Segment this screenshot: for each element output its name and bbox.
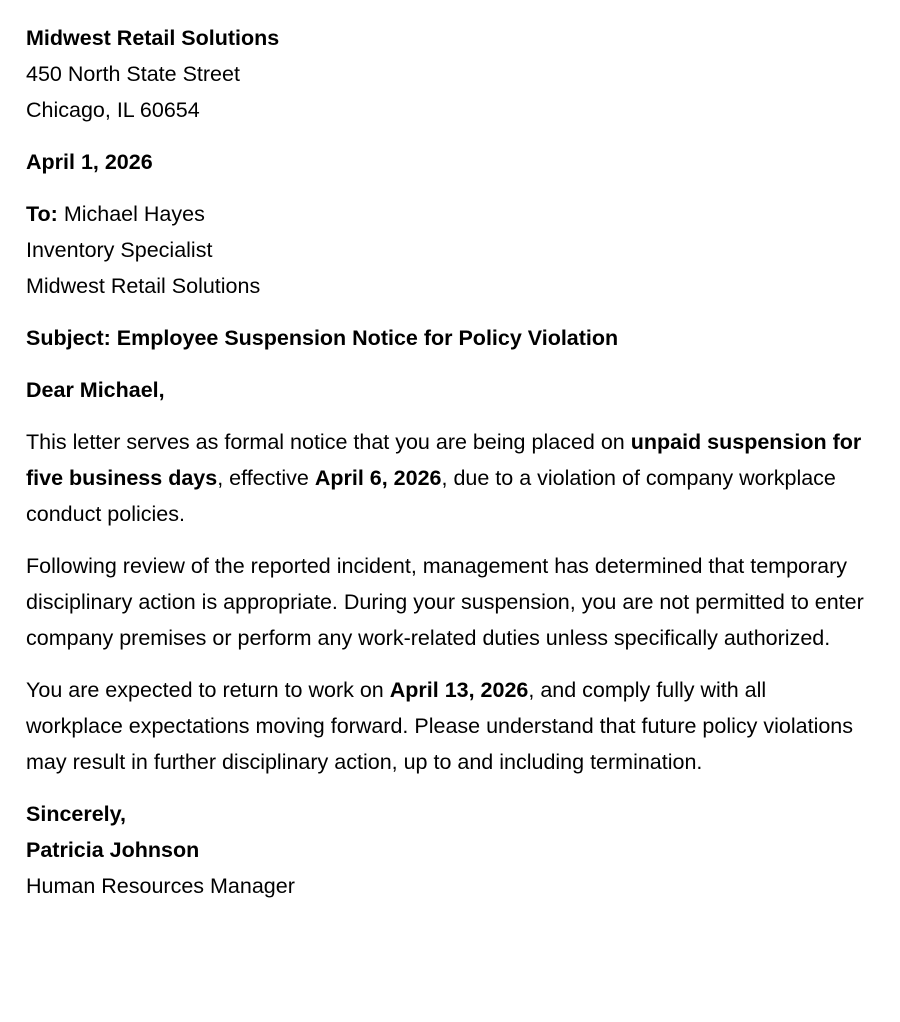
p3-segment-1: You are expected to return to work on — [26, 678, 390, 702]
letter-date-block — [26, 144, 866, 180]
p3-return-date: April 13, 2026 — [389, 678, 529, 702]
recipient-title: Inventory Specialist — [26, 238, 213, 262]
body-paragraph-3 — [26, 672, 866, 780]
salutation: Dear Michael, — [26, 378, 165, 402]
letterhead — [26, 20, 866, 128]
p1-segment-1: This letter serves as formal notice that you are being placed on — [26, 430, 631, 454]
signature-name: Patricia Johnson — [26, 838, 200, 862]
recipient-to-label: To: — [26, 202, 58, 226]
recipient-block — [26, 196, 866, 304]
letterhead-street-address: 450 North State Street — [26, 62, 240, 86]
recipient-name: Michael Hayes — [63, 202, 205, 226]
subject-line: Subject: Employee Suspension Notice for Policy Violation — [26, 326, 619, 350]
p1-segment-3: , effective — [217, 466, 315, 490]
p1-suspension-terms: unpaid suspension for five business days — [26, 430, 862, 490]
p3-segment-3: , and comply fully with all workplace expectations moving forward. Please understand that future policy violations may result in further disciplinary action, up to and including termination. — [26, 678, 854, 774]
body-paragraph-1 — [26, 424, 866, 532]
letterhead-company: Midwest Retail Solutions — [26, 26, 280, 50]
recipient-name-line — [26, 196, 866, 232]
recipient-company: Midwest Retail Solutions — [26, 274, 261, 298]
signature-block — [26, 796, 866, 904]
signature-closing: Sincerely, — [26, 802, 126, 826]
letter-date: April 1, 2026 — [26, 150, 153, 174]
p1-effective-date: April 6, 2026 — [314, 466, 442, 490]
body-paragraph-2: Following review of the reported incident, management has determined that temporary disciplinary action is appropriate. During your suspension, you are not permitted to enter company premises or perform any work-related duties unless specifically authorized. — [26, 554, 864, 650]
salutation-block — [26, 372, 866, 408]
signature-title: Human Resources Manager — [26, 874, 295, 898]
subject-block — [26, 320, 866, 356]
letterhead-city-state-zip: Chicago, IL 60654 — [26, 98, 200, 122]
p1-segment-5: , due to a violation of company workplace conduct policies. — [26, 466, 836, 526]
